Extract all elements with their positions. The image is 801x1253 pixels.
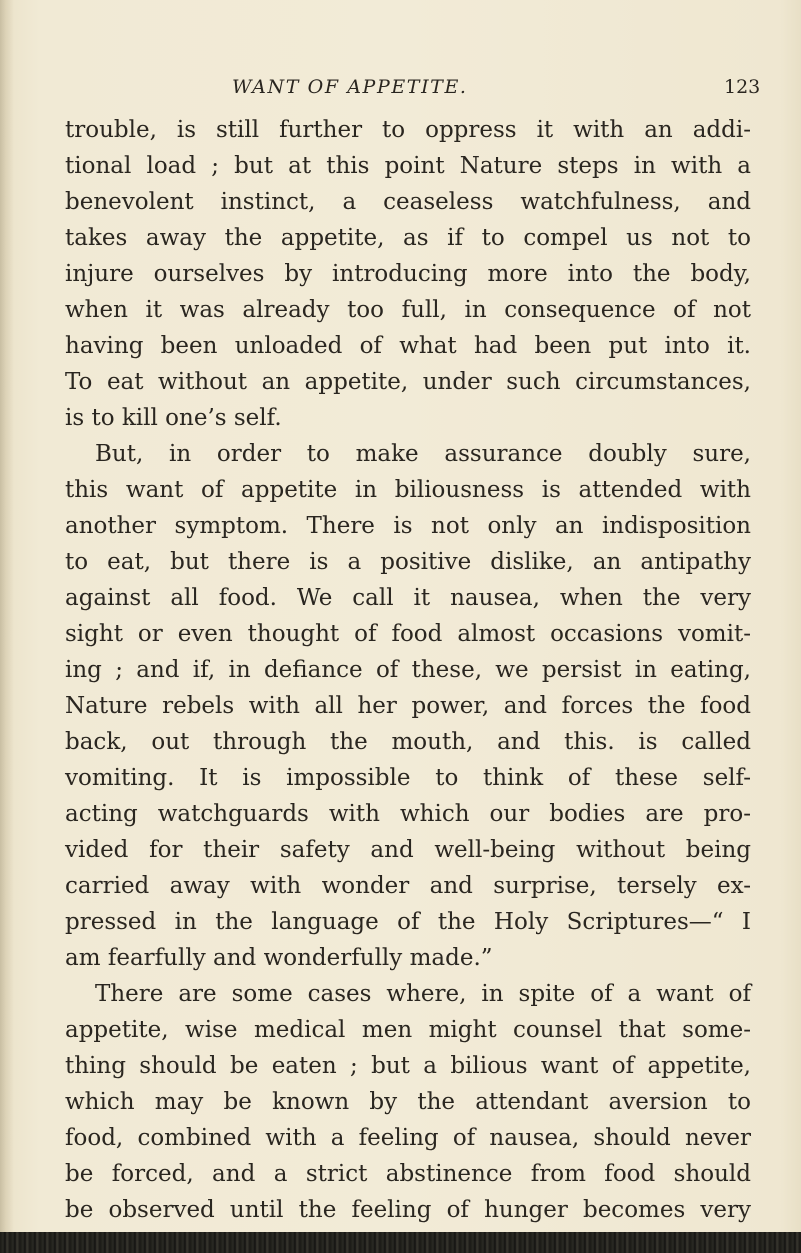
page-number: 123 [724,76,761,98]
text-line: food, combined with a feeling of nausea, should never [65,1125,751,1151]
running-head: WANT OF APPETITE. [232,76,468,98]
text-line: pressed in the language of the Holy Scriptures—“ I [65,909,751,935]
text-line: vomiting. It is impossible to think of these self- [65,765,751,791]
text-line: when it was already too full, in consequence of not [65,297,751,323]
page-gutter-shadow [0,0,14,1253]
text-line: be forced, and a strict abstinence from food should [65,1161,751,1187]
text-line: to eat, but there is a positive dislike, an antipathy [65,549,751,575]
text-line: To eat without an appetite, under such circumstances, [65,369,751,395]
text-line: am fearfully and wonderfully made.” [65,945,493,971]
text-line: be observed until the feeling of hunger becomes very [65,1197,751,1223]
text-line: injure ourselves by introducing more into the body, [65,261,751,287]
body-text [65,112,765,1228]
text-line: benevolent instinct, a ceaseless watchfulness, and [65,189,751,215]
text-line: trouble, is still further to oppress it with an addi- [65,117,751,143]
text-line: back, out through the mouth, and this. is called [65,729,751,755]
text-line: carried away with wonder and surprise, tersely ex- [65,873,751,899]
text-line: sight or even thought of food almost occasions vomit- [65,621,751,647]
text-line: thing should be eaten ; but a bilious want of appetite, [65,1053,751,1079]
text-line: another symptom. There is not only an indisposition [65,513,751,539]
text-line: Nature rebels with all her power, and forces the food [65,693,751,719]
text-line: But, in order to make assurance doubly sure, [95,441,751,467]
text-line: tional load ; but at this point Nature steps in with a [65,153,751,179]
text-line: this want of appetite in biliousness is attended with [65,477,751,503]
text-line: takes away the appetite, as if to compel us not to [65,225,751,251]
text-line: appetite, wise medical men might counsel that some- [65,1017,751,1043]
page-header [0,76,801,106]
text-line: having been unloaded of what had been put into it. [65,333,751,359]
text-line: which may be known by the attendant aversion to [65,1089,751,1115]
text-line: vided for their safety and well-being without being [65,837,751,863]
text-line: There are some cases where, in spite of a want of [95,981,751,1007]
text-line: is to kill one’s self. [65,405,282,431]
page-bottom-edge [0,1232,801,1253]
text-line: acting watchguards with which our bodies are pro- [65,801,751,827]
text-line: against all food. We call it nausea, when the very [65,585,751,611]
text-line: ing ; and if, in defiance of these, we persist in eating, [65,657,751,683]
